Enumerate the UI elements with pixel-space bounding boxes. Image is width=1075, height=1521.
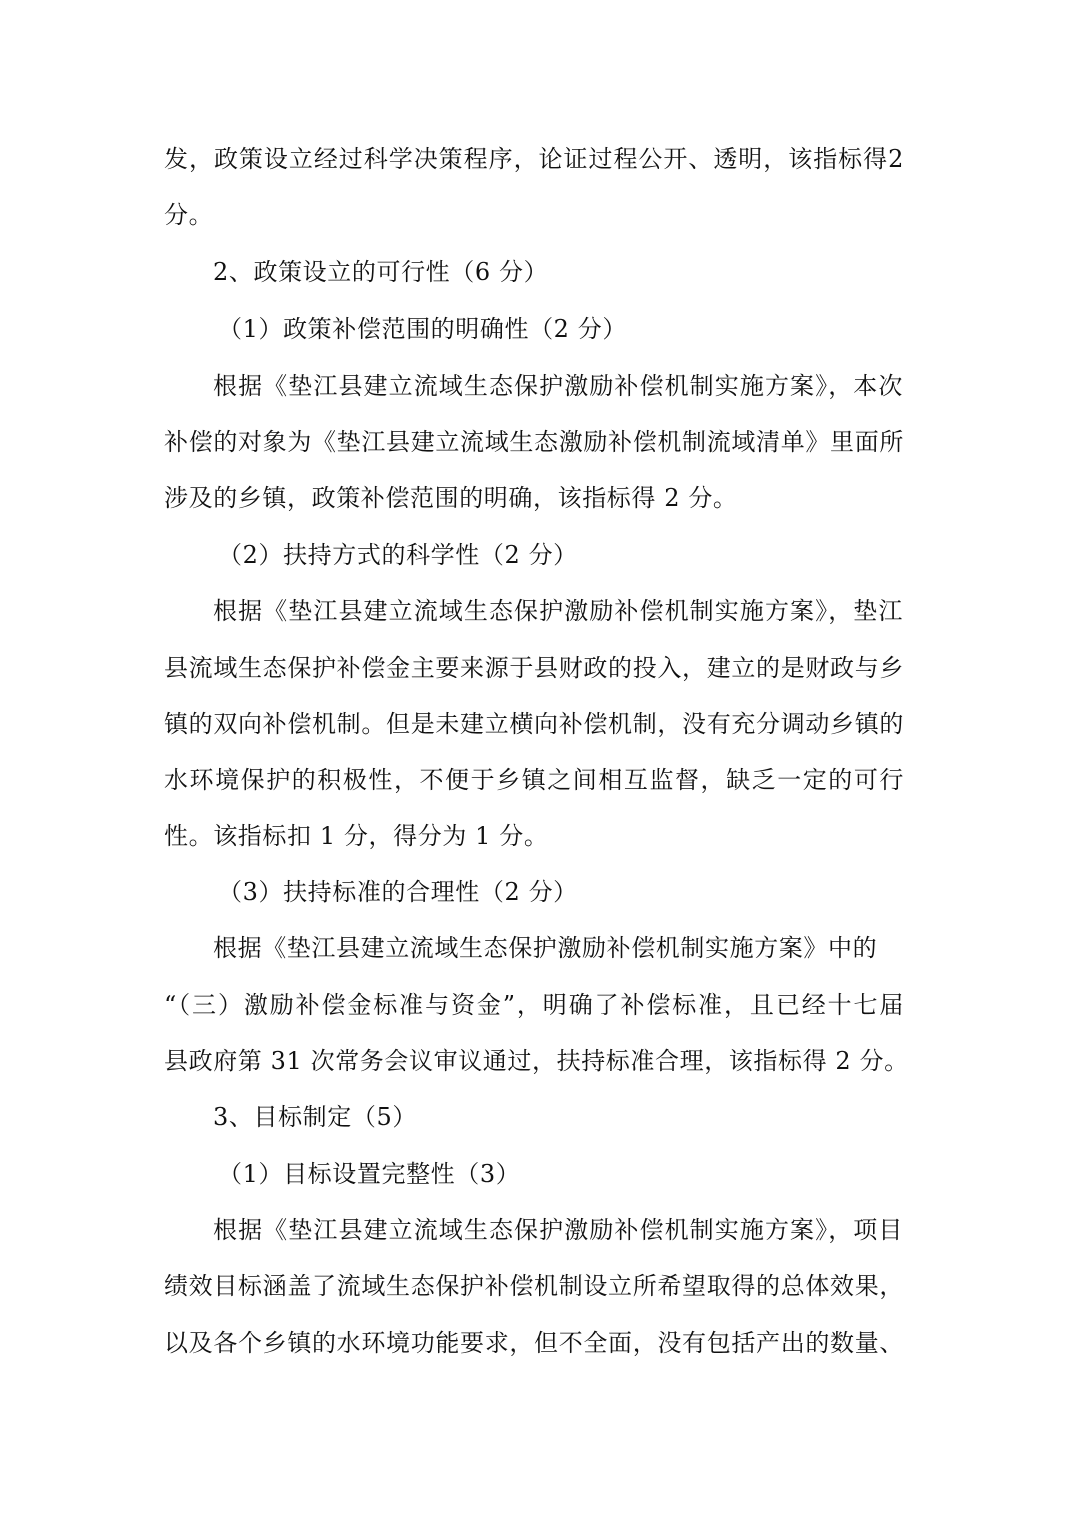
subsection-heading: （1）目标设置完整性（3） (218, 1160, 521, 1188)
paragraph-line: 补偿的对象为《垫江县建立流域生态激励补偿机制流域清单》里面所 (164, 428, 904, 456)
paragraph-line: 根据《垫江县建立流域生态保护激励补偿机制实施方案》中的 (213, 934, 878, 962)
paragraph-line: 性。该指标扣 1 分，得分为 1 分。 (164, 822, 549, 850)
subsection-heading: （1）政策补偿范围的明确性（2 分） (218, 315, 627, 343)
paragraph-line: 绩效目标涵盖了流域生态保护补偿机制设立所希望取得的总体效果， (164, 1272, 904, 1300)
paragraph-line: 水环境保护的积极性，不便于乡镇之间相互监督，缺乏一定的可行 (164, 766, 904, 794)
paragraph-line: 涉及的乡镇，政策补偿范围的明确，该指标得 2 分。 (164, 484, 738, 512)
paragraph-line: 发，政策设立经过科学决策程序，论证过程公开、透明，该指标得2 (164, 145, 904, 173)
paragraph-line: 以及各个乡镇的水环境功能要求，但不全面，没有包括产出的数量、 (164, 1329, 904, 1357)
paragraph-line: 根据《垫江县建立流域生态保护激励补偿机制实施方案》，垫江 (213, 597, 903, 625)
paragraph-line: 镇的双向补偿机制。但是未建立横向补偿机制，没有充分调动乡镇的 (164, 710, 904, 738)
paragraph-line: 根据《垫江县建立流域生态保护激励补偿机制实施方案》，本次 (213, 372, 903, 400)
subsection-heading: （2）扶持方式的科学性（2 分） (218, 541, 578, 569)
section-heading: 2、政策设立的可行性（6 分） (213, 258, 549, 286)
paragraph-line: 分。 (164, 201, 214, 229)
paragraph-line: 根据《垫江县建立流域生态保护激励补偿机制实施方案》，项目 (213, 1216, 903, 1244)
paragraph-line: 县流域生态保护补偿金主要来源于县财政的投入，建立的是财政与乡 (164, 654, 904, 682)
subsection-heading: （3）扶持标准的合理性（2 分） (218, 878, 578, 906)
paragraph-line: “（三）激励补偿金标准与资金”，明确了补偿标准，且已经十七届 (164, 991, 904, 1019)
paragraph-line: 县政府第 31 次常务会议审议通过，扶持标准合理，该指标得 2 分。 (164, 1047, 909, 1075)
section-heading: 3、目标制定（5） (213, 1103, 417, 1131)
